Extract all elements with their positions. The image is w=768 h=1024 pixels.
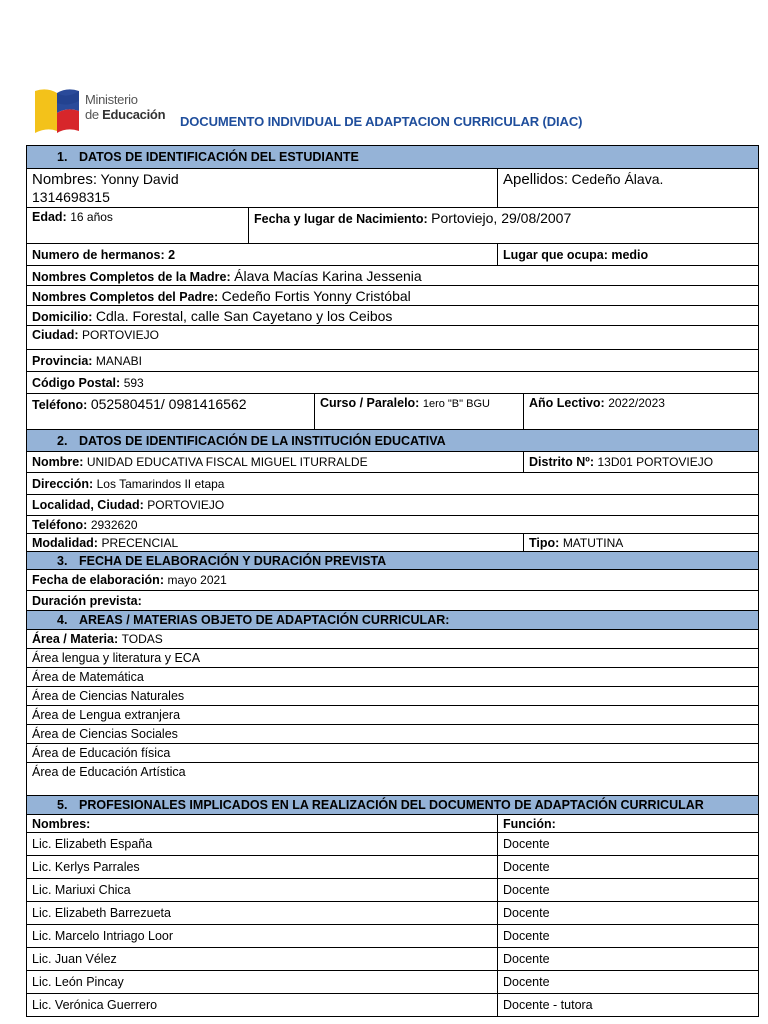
direccion-value: Los Tamarindos II etapa	[96, 476, 225, 491]
profesional-nombre: Lic. Marcelo Intriago Loor	[27, 925, 498, 948]
telefono-estudiante-cell: Teléfono: 052580451/ 0981416562	[27, 394, 315, 430]
profesional-funcion: Docente	[498, 925, 759, 948]
profesional-nombre: Lic. Juan Vélez	[27, 948, 498, 971]
area-list-item: Área lengua y literatura y ECA	[27, 649, 759, 668]
area-list-item: Área de Educación física	[27, 744, 759, 763]
section-1-title: DATOS DE IDENTIFICACIÓN DEL ESTUDIANTE	[79, 150, 359, 164]
area-materia-value: TODAS	[121, 632, 163, 646]
table-row	[27, 879, 759, 902]
domicilio-value: Cdla. Forestal, calle San Cayetano y los Ceibos	[95, 308, 393, 324]
edad-value: 16 años	[70, 210, 113, 224]
table-row	[27, 902, 759, 925]
section-2-title: DATOS DE IDENTIFICACIÓN DE LA INSTITUCIÓN EDUCATIVA	[79, 433, 446, 448]
ecuador-flag-icon	[33, 87, 83, 137]
localidad-cell: Localidad, Ciudad: PORTOVIEJO	[27, 495, 759, 516]
tipo-cell: Tipo: MATUTINA	[524, 534, 759, 552]
section-5-title: PROFESIONALES IMPLICADOS EN LA REALIZACIÓN DEL DOCUMENTO DE ADAPTACIÓN CURRICULAR	[79, 798, 704, 812]
provincia-value: MANABI	[95, 353, 142, 368]
madre-cell: Nombres Completos de la Madre: Álava Macías Karina Jessenia	[27, 266, 759, 286]
fecha-elaboracion-cell: Fecha de elaboración: mayo 2021	[27, 570, 759, 591]
telefono-institucion-cell: Teléfono: 2932620	[27, 516, 759, 534]
modalidad-cell: Modalidad: PRECENCIAL	[27, 534, 524, 552]
provincia-cell: Provincia: MANABI	[27, 350, 759, 372]
hermanos-cell: Numero de hermanos: 2	[27, 244, 498, 266]
nombres-cell: Nombres: Yonny David 1314698315	[27, 169, 498, 208]
nacimiento-value: Portoviejo, 29/08/2007	[431, 210, 572, 226]
codigo-postal-cell: Código Postal: 593	[27, 372, 759, 394]
padre-cell: Nombres Completos del Padre: Cedeño Fortis Yonny Cristóbal	[27, 286, 759, 306]
logo-educacion-text: de Educación	[85, 107, 166, 122]
profesional-nombre: Lic. Mariuxi Chica	[27, 879, 498, 902]
telefono-institucion-value: 2932620	[90, 517, 138, 532]
section-4-title: AREAS / MATERIAS OBJETO DE ADAPTACIÓN CURRICULAR:	[79, 613, 450, 627]
document-title: DOCUMENTO INDIVIDUAL DE ADAPTACION CURRICULAR (DIAC)	[180, 114, 583, 129]
fecha-elaboracion-value: mayo 2021	[167, 573, 227, 587]
ano-lectivo-cell: Año Lectivo: 2022/2023	[524, 394, 759, 430]
nacimiento-cell: Fecha y lugar de Nacimiento: Portoviejo, 29/08/2007	[249, 208, 759, 244]
edad-cell: Edad: 16 años	[27, 208, 249, 244]
col-header-nombres: Nombres:	[27, 815, 498, 833]
institucion-nombre-value: UNIDAD EDUCATIVA FISCAL MIGUEL ITURRALDE	[86, 455, 368, 469]
profesional-funcion: Docente	[498, 902, 759, 925]
profesional-funcion: Docente	[498, 971, 759, 994]
distrito-value: 13D01 PORTOVIEJO	[597, 455, 714, 469]
area-materia-cell: Área / Materia: TODAS	[27, 630, 759, 649]
table-row	[27, 994, 759, 1017]
localidad-value: PORTOVIEJO	[147, 498, 225, 512]
area-list-item: Área de Ciencias Naturales	[27, 687, 759, 706]
institucion-nombre-cell: Nombre: UNIDAD EDUCATIVA FISCAL MIGUEL ITURRALDE	[27, 452, 524, 473]
profesional-funcion: Docente	[498, 856, 759, 879]
section-2-header: 2. DATOS DE IDENTIFICACIÓN DE LA INSTITUCIÓN EDUCATIVA	[27, 430, 759, 452]
profesional-funcion: Docente	[498, 948, 759, 971]
profesional-nombre: Lic. Kerlys Parrales	[27, 856, 498, 879]
area-list-item: Área de Ciencias Sociales	[27, 725, 759, 744]
lugar-ocupa-cell: Lugar que ocupa: medio	[498, 244, 759, 266]
area-list-item: Área de Lengua extranjera	[27, 706, 759, 725]
tipo-value: MATUTINA	[562, 535, 624, 550]
table-row	[27, 856, 759, 879]
codigo-postal-value: 593	[123, 375, 144, 390]
profesional-nombre: Lic. Elizabeth Barrezueta	[27, 902, 498, 925]
logo-ministerio-text: Ministerio	[85, 92, 138, 107]
section-3-title: FECHA DE ELABORACIÓN Y DURACIÓN PREVISTA	[79, 553, 387, 568]
profesional-funcion: Docente	[498, 879, 759, 902]
curso-value: 1ero "B" BGU	[422, 398, 490, 410]
domicilio-cell: Domicilio: Cdla. Forestal, calle San Cayetano y los Ceibos	[27, 306, 759, 326]
ministerio-logo	[33, 87, 173, 139]
profesional-funcion: Docente - tutora	[498, 994, 759, 1017]
apellidos-cell: Apellidos: Cedeño Álava.	[498, 169, 759, 208]
diac-form-table	[26, 145, 759, 1017]
section-5-header: 5. PROFESIONALES IMPLICADOS EN LA REALIZACIÓN DEL DOCUMENTO DE ADAPTACIÓN CURRICULAR	[27, 796, 759, 815]
ciudad-value: PORTOVIEJO	[82, 328, 159, 342]
profesional-nombre: Lic. Elizabeth España	[27, 833, 498, 856]
area-list-item: Área de Matemática	[27, 668, 759, 687]
area-list-item: Área de Educación Artística	[27, 763, 759, 796]
profesional-funcion: Docente	[498, 833, 759, 856]
table-row	[27, 833, 759, 856]
table-row	[27, 971, 759, 994]
padre-value: Cedeño Fortis Yonny Cristóbal	[221, 287, 411, 304]
ano-lectivo-value: 2022/2023	[608, 396, 665, 410]
ciudad-cell: Ciudad: PORTOVIEJO	[27, 326, 759, 350]
table-row	[27, 925, 759, 948]
telefono-estudiante-value: 052580451/ 0981416562	[90, 396, 247, 412]
duracion-prevista-cell: Duración prevista:	[27, 591, 759, 611]
modalidad-value: PRECENCIAL	[101, 535, 179, 550]
profesional-nombre: Lic. Verónica Guerrero	[27, 994, 498, 1017]
nombres-value: Yonny David	[100, 171, 179, 187]
madre-value: Álava Macías Karina Jessenia	[234, 267, 422, 284]
curso-cell: Curso / Paralelo: 1ero "B" BGU	[315, 394, 524, 430]
col-header-funcion: Función:	[498, 815, 759, 833]
section-1-header: 1. DATOS DE IDENTIFICACIÓN DEL ESTUDIANTE	[27, 146, 759, 169]
cedula-value: 1314698315	[32, 189, 110, 205]
table-row	[27, 948, 759, 971]
apellidos-value: Cedeño Álava.	[571, 171, 664, 187]
section-4-header: 4. AREAS / MATERIAS OBJETO DE ADAPTACIÓN CURRICULAR:	[27, 611, 759, 630]
profesional-nombre: Lic. León Pincay	[27, 971, 498, 994]
distrito-cell: Distrito Nº: 13D01 PORTOVIEJO	[524, 452, 759, 473]
section-3-header: 3. FECHA DE ELABORACIÓN Y DURACIÓN PREVISTA	[27, 552, 759, 570]
direccion-cell: Dirección: Los Tamarindos II etapa	[27, 473, 759, 495]
